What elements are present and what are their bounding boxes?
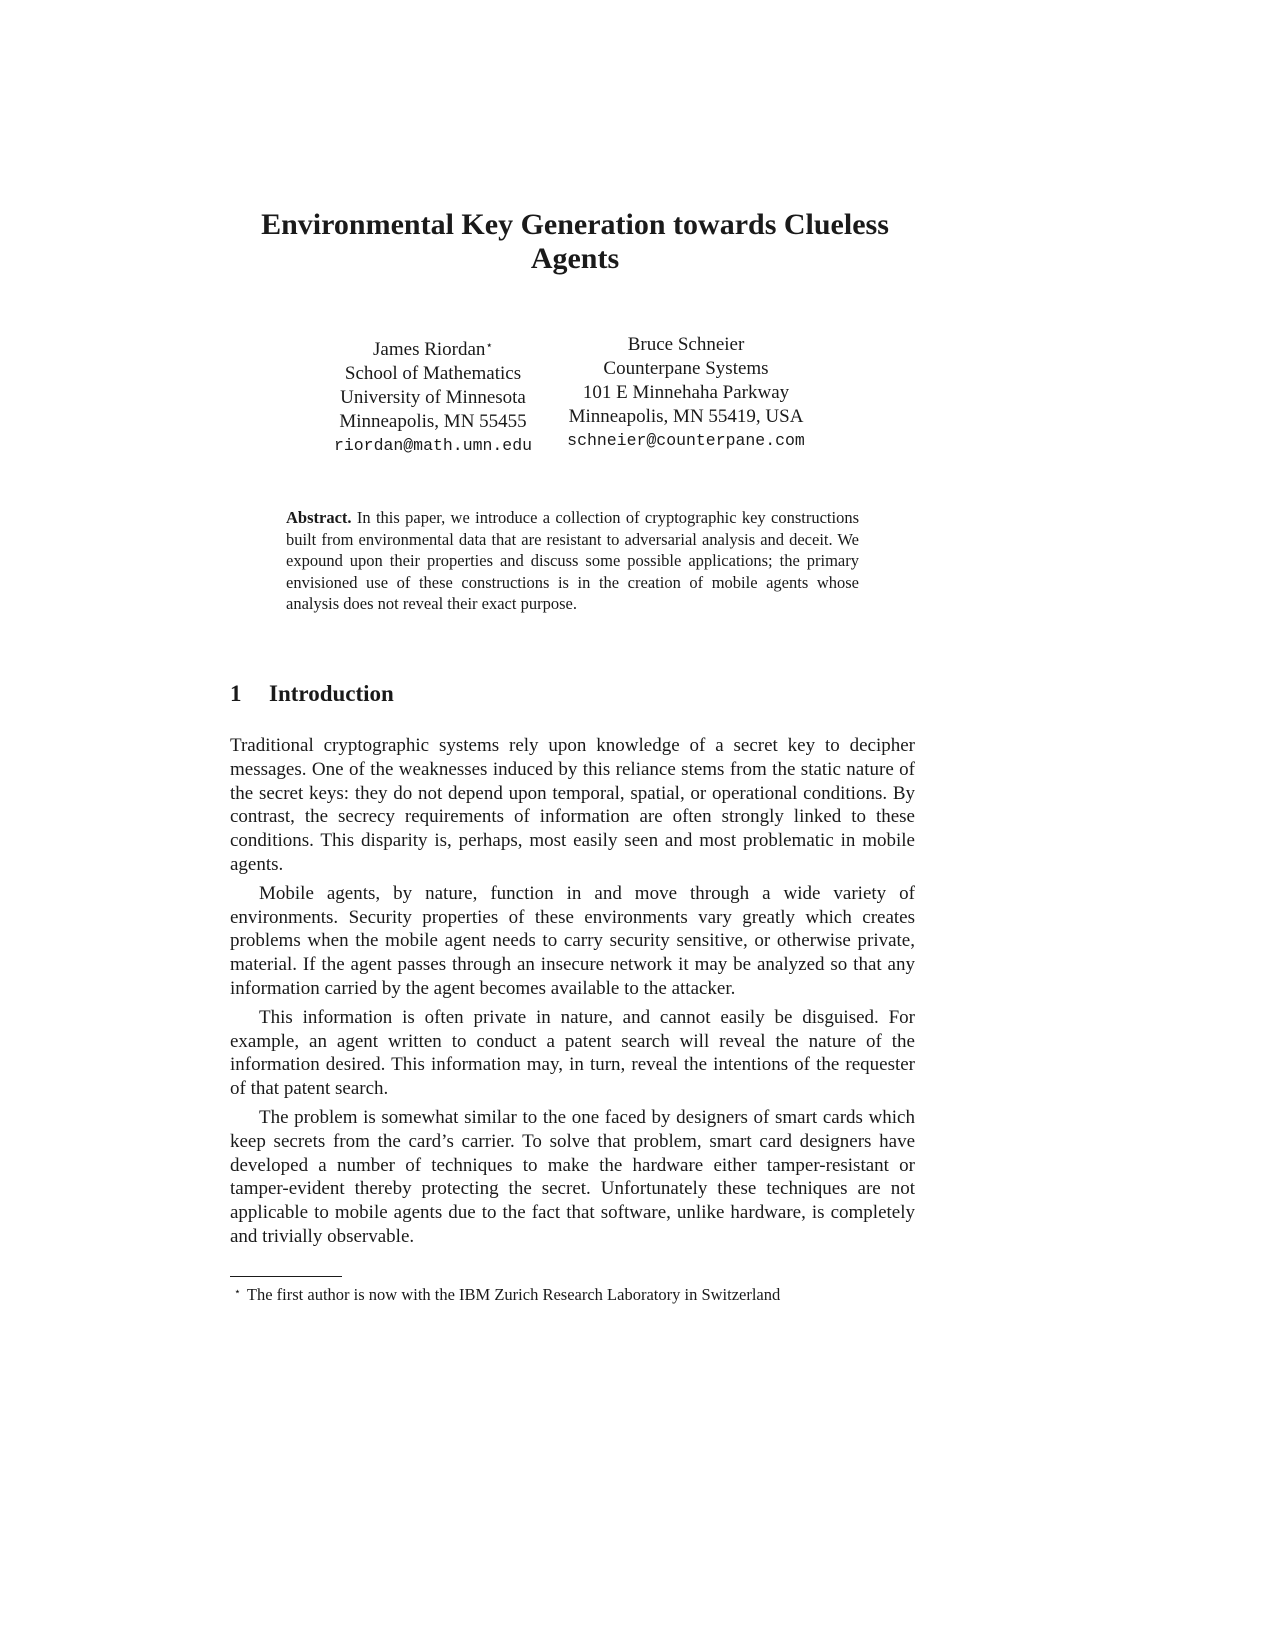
author-affiliation: Counterpane Systems bbox=[603, 358, 769, 379]
paragraph: The problem is somewhat similar to the one faced by designers of smart cards which keep secrets from the card’s carrier. To solve that problem, smart card designers have developed a number of techniques to make the hardware either tamper-resistant or tamper-evident thereby protecting the secret. Unfortunately these techniques are not applicable to mobile agents due to the fact that software, unlike hardware, is completely and trivially observable. bbox=[230, 1106, 915, 1247]
section-heading bbox=[230, 680, 394, 708]
abstract-label: Abstract. bbox=[286, 508, 352, 527]
paragraph: Mobile agents, by nature, function in and move through a wide variety of environments. Security properties of these environments vary greatly which creates problems when the mobile agent needs to carry security sensitive, or otherwise private, material. If the agent passes through an insecure network it may be analyzed so that any information carried by the agent becomes available to the attacker. bbox=[230, 882, 915, 999]
author-affiliation: School of Mathematics bbox=[344, 363, 522, 384]
paper-title: Environmental Key Generation towards Clueless Agents bbox=[261, 208, 889, 275]
author-name: James Riordan bbox=[373, 339, 486, 360]
author-riordan bbox=[318, 333, 548, 458]
author-institution: 101 E Minnehaha Parkway bbox=[582, 382, 790, 403]
author-email: riordan@math.umn.edu bbox=[333, 436, 533, 455]
paragraph: This information is often private in nature, and cannot easily be disguised. For example, an agent written to conduct a patent search will reveal the nature of the information desired. This information may, in turn, reveal the intentions of the requester of that patent search. bbox=[230, 1006, 915, 1100]
footnote-marker: ⋆ bbox=[485, 338, 493, 352]
author-location: Minneapolis, MN 55419, USA bbox=[568, 406, 804, 427]
author-schneier bbox=[548, 333, 824, 453]
section-title: Introduction bbox=[269, 681, 394, 706]
body-text bbox=[230, 734, 915, 1254]
abstract-text: In this paper, we introduce a collection of cryptographic key constructions built from environmental data that are resistant to adversarial analysis and deceit. We expound upon their properties and discuss some possible applications; the primary envisioned use of these constructions is in the creation of mobile agents whose analysis does not reveal their exact purpose. bbox=[286, 508, 860, 614]
author-email: schneier@counterpane.com bbox=[567, 431, 805, 450]
footnote-text: The first author is now with the IBM Zurich Research Laboratory in Switzerland bbox=[246, 1285, 781, 1304]
paragraph: Traditional cryptographic systems rely upon knowledge of a secret key to decipher messages. One of the weaknesses induced by this reliance stems from the static nature of the secret keys: they do not depend upon temporal, spatial, or operational conditions. By contrast, the secrecy requirements of information are often strongly linked to these conditions. This disparity is, perhaps, most easily seen and most problematic in mobile agents. bbox=[230, 735, 915, 875]
abstract bbox=[286, 507, 859, 615]
author-name-line bbox=[318, 333, 548, 362]
author-location: Minneapolis, MN 55455 bbox=[339, 411, 527, 432]
footnote-marker: ⋆ bbox=[234, 1286, 241, 1298]
section-number: 1 bbox=[230, 681, 242, 706]
author-institution: University of Minnesota bbox=[340, 387, 526, 408]
footnote bbox=[230, 1281, 920, 1306]
footnote-rule bbox=[230, 1276, 342, 1277]
author-name: Bruce Schneier bbox=[627, 334, 745, 355]
